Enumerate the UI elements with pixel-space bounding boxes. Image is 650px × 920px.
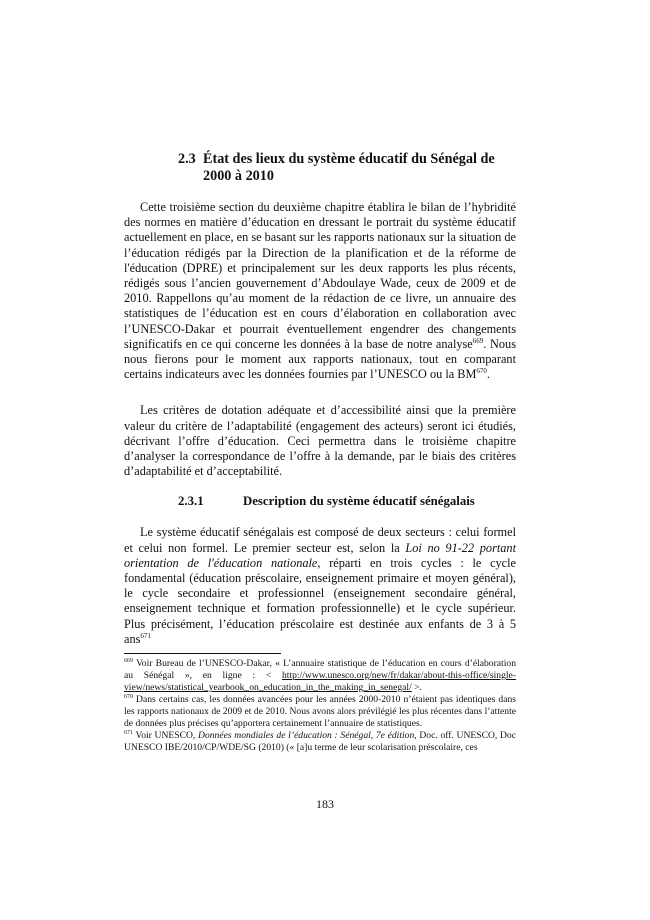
paragraph-criteria: Les critères de dotation adéquate et d’accessibilité ainsi que la première valeur du critère de l’adaptabilité (engagement des acteurs) seront ici étudiés, décrivant l’offre d’éducation. Ceci permettra dans le troisième chapitre d’analyser la correspondance de l’offre à la demande, par le biais des critères d’adaptabilité et d’acceptabilité.: [124, 403, 516, 479]
footnote-link[interactable]: http://www.unesco.org/new/fr/dakar/about-this-office/single-view/news/statistical_yearbook_on_education_in_the_making_in_senegal/: [124, 670, 516, 694]
section-heading: [178, 151, 516, 185]
text: . Nous nous fierons pour le moment aux rapports nationaux, tout en comparant certains indicateurs avec les données fournies par l’UNESCO ou la BM: [124, 336, 516, 382]
footnote-670: [124, 694, 516, 730]
text: Cette troisième section du deuxième chapitre établira le bilan de l’hybridité des normes en matière d’éducation en dressant le portrait du système éducatif actuellement en place, en se basant sur les rapports nationaux sur la situation de l’éducation rédigés par la Direction de la planification et de la réforme de l'éducation (DPRE) et principalement sur les deux rapports les plus récents, rédigés sous l’ancien gouvernement d’Abdoulaye Wade, ceux de 2009 et de 2010. Rappellons qu’au moment de la rédaction de ce livre, un annuaire des statistiques de l’éducation est en cours d’élaboration en collaboration avec l’UNESCO-Dakar et pourrait éventuellement engendrer des changements significatifs en ce qui concerne les données à la base de notre analyse: [124, 200, 517, 351]
subsection-heading: [178, 493, 516, 510]
footnote-669: [124, 658, 516, 694]
text: Voir UNESCO,: [133, 730, 199, 742]
text: .: [486, 367, 490, 382]
footnote-number: 671: [124, 730, 133, 737]
text: , Doc. off. UNESCO, Doc UNESCO IBE/2010/CP/WDE/SG (2010) (« [a]u terme de leur scolarisation préscolaire, ces: [124, 730, 516, 754]
law-title: Loi no 91-22 portant orientation de l'éducation nationale: [124, 540, 516, 570]
page-number: 183: [316, 797, 334, 811]
paragraph-system: [124, 525, 516, 647]
page-body: [124, 151, 516, 754]
text: >.: [411, 682, 422, 694]
footnote-ref-669[interactable]: 669: [472, 336, 484, 345]
footnote-separator: [124, 653, 281, 654]
text: , réparti en trois cycles : le cycle fondamental (éducation préscolaire, enseignement primaire et moyen général), le cycle secondaire et professionnel (enseignement secondaire général, enseignement technique et formation professionnelle) et le cycle supérieur. Plus précisément, l’éducation préscolaire est destinée aux enfants de 3 à 5 ans: [124, 555, 517, 646]
text: Le système éducatif sénégalais est composé de deux secteurs : celui formel et celui non formel. Le premier secteur est, selon la: [124, 525, 516, 555]
footnotes: [124, 658, 516, 754]
text: Dans certains cas, les données avancées pour les années 2000-2010 n’étaient pas identiques dans les rapports nationaux de 2009 et de 2010. Nous avons alors prévilégié les plus récentes dans l’attente de données plus précises qu’apportera certainement l’annuaire de statistiques.: [124, 694, 516, 730]
source-title: Données mondiales de l’éducation : Sénégal, 7e édition: [198, 730, 415, 742]
subsection-number: 2.3.1: [178, 494, 204, 509]
footnote-671: [124, 730, 516, 754]
footnote-number: 669: [124, 658, 133, 665]
section-number: 2.3: [178, 151, 196, 167]
subsection-title: Description du système éducatif sénégalais: [243, 494, 475, 509]
footnote-ref-671[interactable]: 671: [140, 631, 151, 640]
footnote-number: 670: [124, 694, 133, 701]
section-title: État des lieux du système éducatif du Sénégal de 2000 à 2010: [203, 151, 495, 184]
text: Voir Bureau de l’UNESCO-Dakar, « L’annuaire statistique de l’éducation en cours d’élaboration au Sénégal », en ligne : <: [124, 658, 516, 682]
paragraph-intro: [124, 200, 516, 382]
footnote-ref-670[interactable]: 670: [476, 367, 487, 376]
